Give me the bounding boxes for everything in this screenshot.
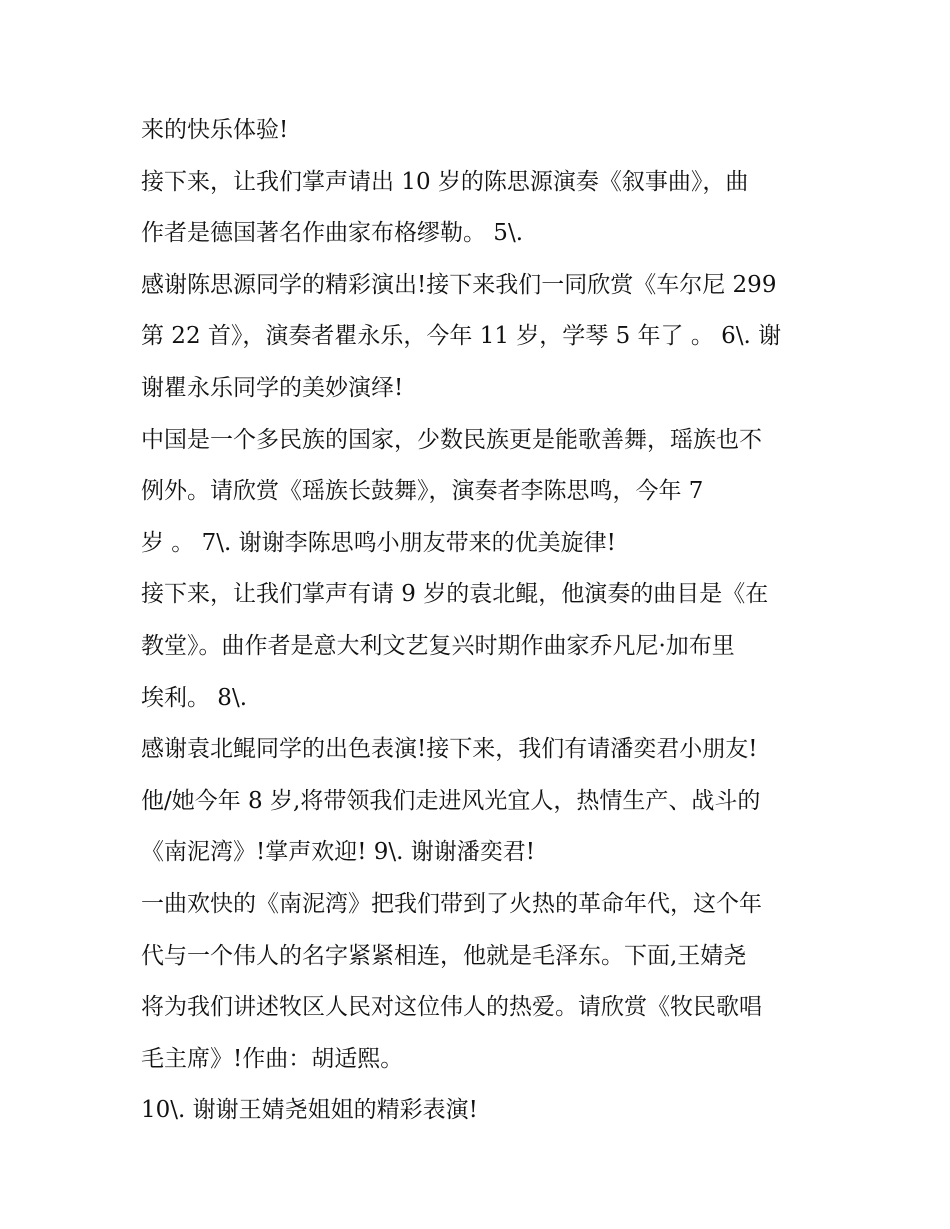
- text-line: 中国是一个多民族的国家，少数民族更是能歌善舞，瑶族也不: [141, 426, 762, 453]
- text-line: 来的快乐体验!: [141, 117, 289, 143]
- text-line: 例外。请欣赏《瑶族长鼓舞》，演奏者李陈思鸣，今年 7: [141, 478, 704, 505]
- text-line: 作者是德国著名作曲家布格缪勒。 5\.: [141, 220, 524, 247]
- text-line: 第 22 首》，演奏者瞿永乐，今年 11 岁，学琴 5 年了 。 6\. 谢: [141, 323, 782, 350]
- text-line: 将为我们讲述牧区人民对这位伟人的热爱。请欣赏《牧民歌唱: [141, 994, 762, 1021]
- text-line: 岁 。 7\. 谢谢李陈思鸣小朋友带来的优美旋律!: [141, 529, 616, 556]
- text-line: 感谢陈思源同学的精彩演出!接下来我们一同欣赏《车尔尼 299: [141, 271, 777, 298]
- text-line: 一曲欢快的《南泥湾》把我们带到了火热的革命年代，这个年: [141, 890, 762, 917]
- text-line: 感谢袁北鲲同学的出色表演!接下来，我们有请潘奕君小朋友!: [141, 736, 758, 763]
- text-line: 10\. 谢谢王婧尧姐姐的精彩表演!: [141, 1097, 478, 1124]
- text-line: 接下来，让我们掌声请出 10 岁的陈思源演奏《叙事曲》，曲: [141, 168, 749, 195]
- text-line: 接下来，让我们掌声有请 9 岁的袁北鲲，他演奏的曲目是《在: [141, 581, 769, 608]
- text-line: 埃利。 8\.: [141, 684, 248, 711]
- text-line: 谢瞿永乐同学的美妙演绎!: [141, 374, 404, 401]
- text-line: 代与一个伟人的名字紧紧相连，他就是毛泽东。下面,王婧尧: [141, 942, 747, 969]
- text-line: 教堂》。曲作者是意大利文艺复兴时期作曲家乔凡尼·加布里: [141, 632, 735, 659]
- text-line: 他/她今年 8 岁,将带领我们走进风光宜人，热情生产、战斗的: [141, 787, 761, 814]
- text-line: 毛主席》!作曲：胡适熙。: [141, 1045, 404, 1072]
- document-body: [141, 105, 831, 1137]
- text-line: 《南泥湾》!掌声欢迎! 9\. 谢谢潘奕君!: [141, 839, 536, 866]
